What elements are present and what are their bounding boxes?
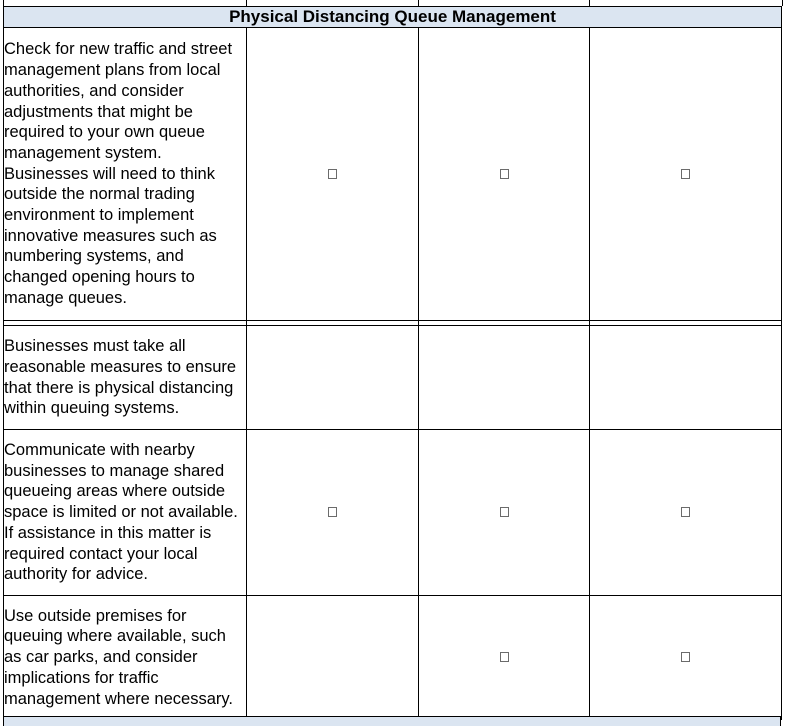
status-cell: [590, 430, 782, 596]
status-cell: [419, 326, 590, 430]
checkbox[interactable]: [328, 507, 337, 517]
checkbox[interactable]: [681, 507, 690, 517]
status-cell: [419, 596, 590, 720]
table-row: [4, 326, 782, 430]
checkbox[interactable]: [328, 169, 337, 179]
item-description: Check for new traffic and street management plans from local authorities, and consider adjustments that might be required to your own queue management system. Businesses will need to think outside the normal trading environment to implement innovative measures such as numbering systems, and changed opening hours to manage queues.: [4, 28, 247, 321]
checkbox[interactable]: [500, 652, 509, 662]
status-cell: [590, 326, 782, 430]
checkbox[interactable]: [681, 169, 690, 179]
status-cell: [247, 430, 419, 596]
item-description: Businesses must take all reasonable measures to ensure that there is physical distancing within queuing systems.: [4, 326, 247, 430]
section-title: Physical Distancing Queue Management: [4, 7, 782, 28]
section-header-row: [4, 7, 782, 28]
status-cell: [590, 28, 782, 321]
checklist-table: [3, 6, 782, 720]
table-row: [4, 430, 782, 596]
checkbox[interactable]: [500, 169, 509, 179]
status-cell: [419, 430, 590, 596]
status-cell: [419, 28, 590, 321]
status-cell: [247, 326, 419, 430]
status-cell: [247, 28, 419, 321]
next-section-header-remnant: [3, 716, 781, 726]
table-row: [4, 596, 782, 720]
item-description: Communicate with nearby businesses to manage shared queueing areas where outside space is limited or not available. If assistance in this matter is required contact your local authority for advice.: [4, 430, 247, 596]
table-row: [4, 28, 782, 321]
status-cell: [247, 596, 419, 720]
status-cell: [590, 596, 782, 720]
item-description: Use outside premises for queuing where available, such as car parks, and consider implications for traffic management where necessary.: [4, 596, 247, 720]
checkbox[interactable]: [681, 652, 690, 662]
checkbox[interactable]: [500, 507, 509, 517]
